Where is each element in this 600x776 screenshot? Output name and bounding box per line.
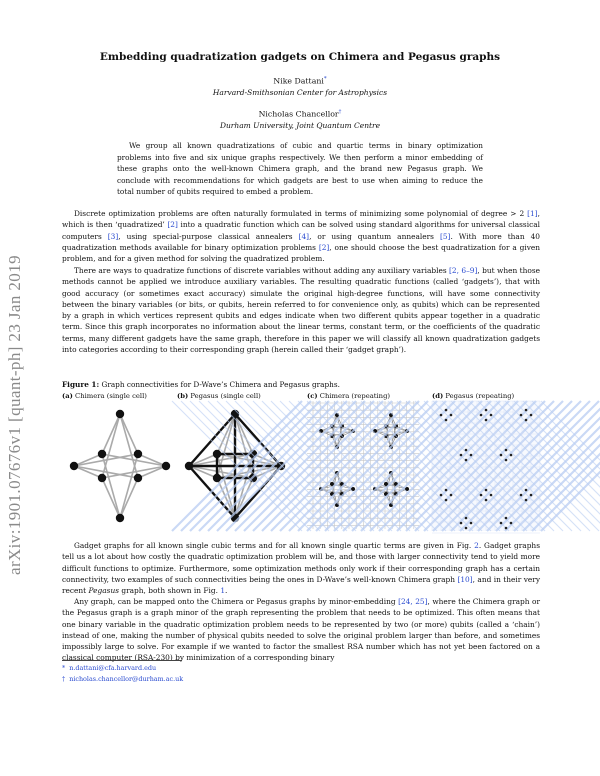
email-link[interactable]: n.dattani@cfa.harvard.edu (69, 664, 157, 672)
graph-node (525, 419, 528, 422)
graph-edge (138, 466, 166, 478)
panel-label-a: (a) Chimera (single cell) (62, 392, 147, 400)
graph-node (490, 494, 493, 497)
graph-edge (74, 466, 102, 478)
citation-link[interactable]: [10] (457, 574, 473, 584)
email-link[interactable]: nicholas.chancellor@durham.ac.uk (69, 675, 184, 683)
citation-link[interactable]: [24, 25] (398, 597, 428, 606)
figure-link[interactable]: 1 (220, 586, 226, 596)
graph-node (485, 419, 488, 422)
author-name: Nike Dattani* (273, 76, 327, 86)
author-affiliation: Harvard-Smithsonian Center for Astrophysics (212, 88, 388, 97)
graph-node (530, 414, 533, 417)
arxiv-identifier: arXiv:1901.07676v1 [quant-ph] 23 Jan 2019 (5, 255, 24, 575)
paper-title: Embedding quadratization gadgets on Chimera and Pegasus graphs (99, 51, 501, 63)
body-paragraph: There are ways to quadratize functions of discrete variables without adding any auxiliary variables [2, 6–9], but when those methods cannot be applied we introduce auxiliary variables. The resulting quadratic functions (called ‘gadgets’), that with good accuracy (or sometimes exact accuracy) simulate the original high-degree functions, will have some connectivity between the binary variables (or bits, or qubits, herein referred to for convenience only, as qubits) which can be represented by a graph in which vertices represent qubits and edges indicate when two different qubits appear together in a quadratic term. Since this graph incorporates no information about the linear terms, constant term, or the coefficients of the quadratic terms, many different gadgets have the same graph, therefore in this paper we will classify all known quadratization gadgets into categories according to their corresponding graph (herein called their ‘gadget graph’). (62, 266, 540, 355)
graph-node (185, 462, 193, 470)
graph-node (505, 527, 508, 530)
graph-edge (120, 454, 138, 518)
graph-node (116, 410, 124, 418)
graph-node (460, 522, 463, 525)
footnote-rule (62, 660, 182, 661)
body-paragraph: Any graph, can be mapped onto the Chimera or Pegasus graphs by minor-embedding [24, 25], where the Chimera graph or the Pegasus graph is a graph minor of the graph representing the problem that needs to be optimized. This often means that one binary variable in the quadratic optimization problem needs to be represented by two (or more) qubits (called a ‘chain’) instead of one, making the number of physical qubits needed to solve the original problem larger than before, and sometimes impossibly large to solve. For example if we wanted to factor the smallest RSA number which has not yet been factored on a classical computer (RSA-230) by minimization of a corresponding binary (62, 597, 540, 663)
graph-node (510, 522, 513, 525)
graph-node (445, 409, 448, 412)
graph-node (450, 494, 453, 497)
graph-node (500, 522, 503, 525)
graph-node (440, 494, 443, 497)
graph-node (213, 474, 221, 482)
figure-link[interactable]: 2 (474, 541, 479, 550)
graph-node (465, 459, 468, 462)
graph-node (162, 462, 170, 470)
footnote: * n.dattani@cfa.harvard.edu (62, 664, 157, 672)
graph-node (98, 450, 106, 458)
graph-node (465, 527, 468, 530)
graph-node (500, 454, 503, 457)
citation-link[interactable]: [1] (527, 209, 538, 218)
citation-link[interactable]: [5] (439, 231, 451, 241)
figure-caption: Figure 1: Graph connectivities for D-Wave’s Chimera and Pegasus graphs. (62, 380, 340, 389)
graph-node (485, 499, 488, 502)
graph-node (480, 414, 483, 417)
citation-link[interactable]: [3] (107, 231, 119, 241)
graph-node (134, 450, 142, 458)
author-name: Nicholas Chancellor† (258, 109, 342, 119)
graph-node (510, 454, 513, 457)
graph-node (440, 414, 443, 417)
graph-node (450, 414, 453, 417)
graph-node (465, 517, 468, 520)
body-paragraph: Gadget graphs for all known single cubic terms and for all known single quartic terms are given in Fig. 2. Gadget graphs tell us a lot about how costly the quadratic optimization problem will be, and those with larger connectivity tend to yield more difficult functions to optimize. Furthermore, some optimization methods only work if their corresponding graph has a certain connectivity, two examples of such connectivities being the ones in D-Wave’s well-known Chimera graph [10], and in their very recent Pegasus graph, both shown in Fig. 1. (62, 541, 541, 596)
citation-link[interactable]: [4] (298, 231, 310, 241)
pegasus-single-cell-graph (183, 408, 287, 524)
graph-node (213, 450, 221, 458)
graph-node (465, 449, 468, 452)
graph-node (505, 449, 508, 452)
graph-edge (102, 454, 120, 518)
graph-node (70, 462, 78, 470)
graph-node (520, 414, 523, 417)
citation-link[interactable]: [2] (318, 242, 330, 252)
pegasus-repeating-graph (432, 401, 540, 531)
graph-node (525, 409, 528, 412)
graph-node (485, 409, 488, 412)
graph-node (480, 494, 483, 497)
panel-label-d: (d) Pegasus (repeating) (432, 392, 515, 400)
panel-label-c: (c) Chimera (repeating) (307, 392, 391, 400)
abstract: We group all known quadratizations of cubic and quartic terms in binary optimization problems into five and six unique graphs respectively. We then perform a minor embedding of these graphs onto the well-known Chimera graph, and the brand new Pegasus graph. We conclude with recommendations for which gadgets are best to use when aiming to reduce the total number of qubits required to embed a problem. (117, 141, 483, 197)
graph-node (470, 522, 473, 525)
author-affiliation: Durham University, Joint Quantum Centre (219, 121, 381, 130)
graph-edge (138, 454, 166, 466)
footnote: † nicholas.chancellor@durham.ac.uk (62, 675, 184, 683)
graph-node (445, 489, 448, 492)
graph-node (98, 474, 106, 482)
graph-node (470, 454, 473, 457)
graph-node (525, 489, 528, 492)
graph-edge (120, 414, 138, 478)
graph-node (231, 410, 239, 418)
graph-node (505, 459, 508, 462)
graph-node (520, 494, 523, 497)
graph-node (530, 494, 533, 497)
body-paragraph: Discrete optimization problems are often naturally formulated in terms of minimizing some polynomial of degree > 2 [1], which is then ‘quadratized’ [2] into a quadratic function which can be solved using standard algorithms for universal classical computers [3], using special-purpose classical annealers [4], or using quantum annealers [5]. With more than 40 quadratization methods available for binary optimization problems [2], one should choose the best quadratization for a given problem, and for a given method for solving the quadratized problem. (62, 209, 541, 264)
graph-node (116, 514, 124, 522)
chimera-single-cell-graph (68, 408, 172, 524)
graph-edge (102, 414, 120, 478)
panel-label-b: (b) Pegasus (single cell) (177, 392, 261, 400)
citation-link[interactable]: [2, 6–9] (449, 266, 478, 275)
graph-node (134, 474, 142, 482)
graph-node (460, 454, 463, 457)
graph-node (445, 499, 448, 502)
graph-node (505, 517, 508, 520)
graph-node (445, 419, 448, 422)
graph-node (490, 414, 493, 417)
graph-node (525, 499, 528, 502)
graph-node (485, 489, 488, 492)
citation-link[interactable]: [2] (167, 220, 178, 230)
graph-edge (74, 454, 102, 466)
